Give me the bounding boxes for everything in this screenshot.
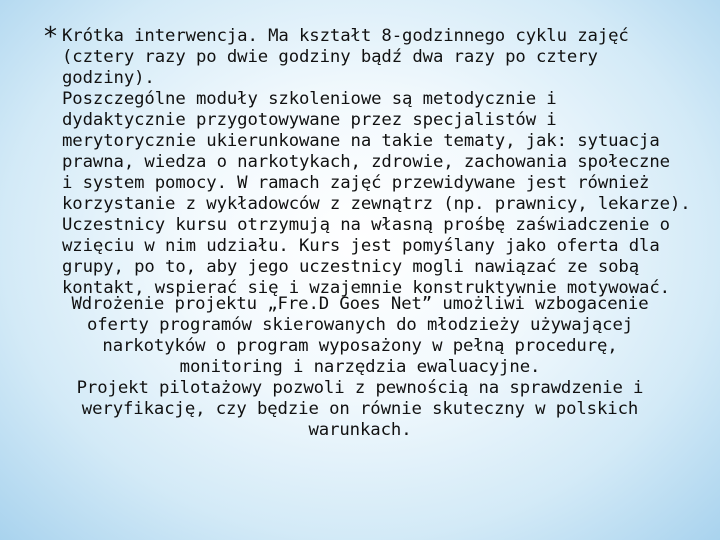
bullet-marker-icon: *: [44, 22, 57, 52]
centered-text-block: [30, 294, 690, 441]
bullet-text: Krótka interwencja. Ma kształt 8-godzinnego cyklu zajęć (cztery razy po dwie godziny bądź dwa razy po cztery godziny). Poszczególne moduły szkoleniowe są metodycznie i dydaktycznie przygotowywane przez specjalistów i merytorycznie ukierunkowane na takie tematy, jak: sytuacja prawna, wiedza o narkotykach, zdrowie, zachowania społeczne i system pomocy. W ramach zajęć przewidywane jest również korzystanie z wykładowców z zewnątrz (np. prawnicy, lekarze). Uczestnicy kursu otrzymują na własną prośbę zaświadczenie o wzięciu w nim udziału. Kurs jest pomyślany jako oferta dla grupy, po to, aby jego uczestnicy mogli nawiązać ze sobą kontakt, wspierać się i wzajemnie konstruktywnie motywować.: [62, 26, 691, 298]
paragraph-pilot-project: Projekt pilotażowy pozwoli z pewnością na sprawdzenie i weryfikację, czy będzie on równie skuteczny w polskich warunkach.: [76, 378, 644, 440]
bullet-item: [44, 22, 694, 299]
paragraph-implementation: Wdrożenie projektu „Fre.D Goes Net” umożliwi wzbogacenie oferty programów skierowanych do młodzieży używającej narkotyków o program wyposażony w pełną procedurę, monitoring i narzędzia ewaluacyjne.: [71, 294, 649, 377]
